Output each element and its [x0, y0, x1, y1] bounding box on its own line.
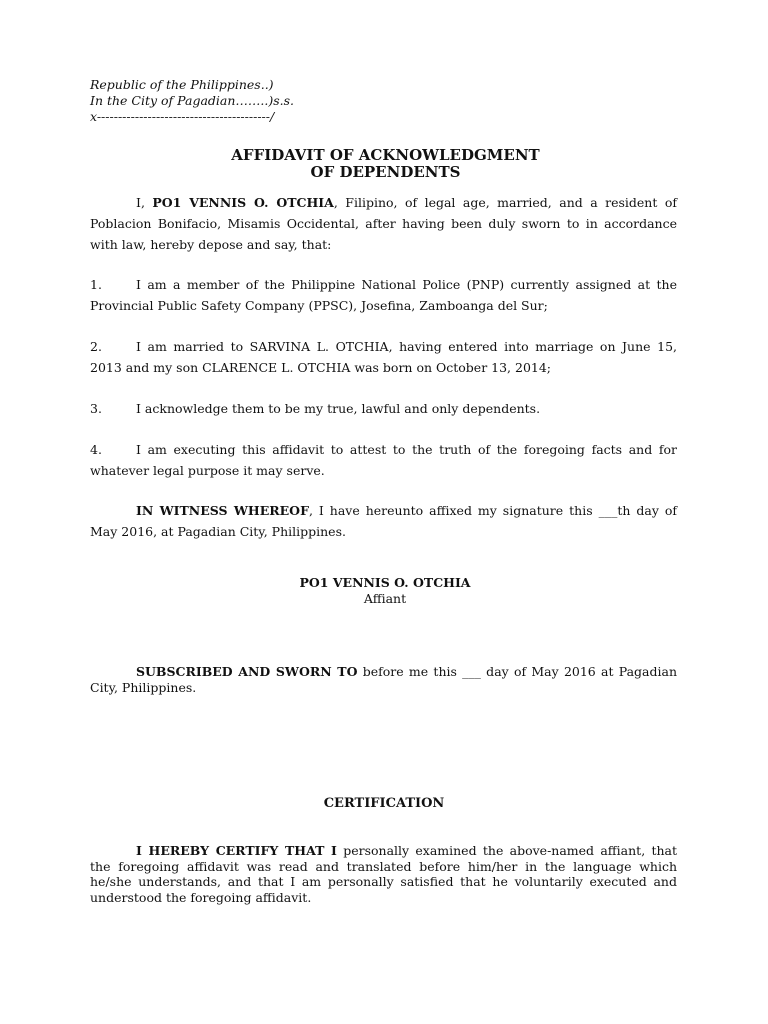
item-text: I acknowledge them to be my true, lawful and only dependents. [136, 401, 541, 416]
intro-pre: I, [136, 195, 153, 210]
certification-title: CERTIFICATION [323, 796, 445, 811]
document-title [0, 147, 768, 181]
item-paragraph-4 [90, 439, 677, 481]
title-line-2: OF DEPENDENTS [310, 163, 461, 181]
witness-text: , I have hereunto affixed my signature this ___th day of May 2016, at Pagadian City, Philippines. [90, 503, 678, 539]
witness-heading: IN WITNESS WHEREOF [136, 503, 309, 518]
signature-block [0, 575, 768, 607]
certification-heading: I HEREBY CERTIFY THAT I [136, 843, 337, 858]
item-number: 1. [90, 277, 102, 292]
item-paragraph-2 [90, 336, 677, 378]
venue-line-2: In the City of Pagadian……..)s.s. [90, 93, 295, 108]
item-paragraph-3 [90, 398, 677, 419]
certification-paragraph [90, 843, 677, 905]
venue-block [90, 77, 294, 125]
certification-text: personally examined the above-named affiant, that the foregoing affidavit was read and translated before him/her in the language which he/she understands, and that I am personally satisfied that he voluntarily executed and understood the foregoing affidavit. [90, 843, 677, 905]
item-text: I am married to SARVINA L. OTCHIA, having entered into marriage on June 15, 2013 and my son CLARENCE L. OTCHIA was born on October 13, 2014; [90, 339, 677, 375]
title-line-1: AFFIDAVIT OF ACKNOWLEDGMENT [231, 146, 540, 164]
signature-name: PO1 VENNIS O. OTCHIA [299, 575, 471, 590]
item-number: 2. [90, 339, 102, 354]
witness-paragraph [90, 500, 677, 542]
item-paragraph-1 [90, 274, 677, 316]
item-text: I am executing this affidavit to attest to the truth of the foregoing facts and for whatever legal purpose it may serve. [90, 442, 677, 478]
venue-line-3: x-----------------------------------------/ [90, 109, 275, 124]
intro-text: , Filipino, of legal age, married, and a resident of Poblacion Bonifacio, Misamis Occidental, after having been duly sworn to in accordance with law, hereby depose and say, that: [90, 195, 677, 252]
affiant-name: PO1 VENNIS O. OTCHIA [152, 195, 334, 210]
item-number: 4. [90, 442, 102, 457]
jurat-paragraph [90, 664, 677, 696]
jurat-heading: SUBSCRIBED AND SWORN TO [136, 664, 358, 679]
jurat-text: before me this ___ day of May 2016 at Pagadian City, Philippines. [90, 664, 678, 695]
signature-role: Affiant [363, 591, 407, 606]
item-text: I am a member of the Philippine National Police (PNP) currently assigned at the Provincial Public Safety Company (PPSC), Josefina, Zamboanga del Sur; [90, 277, 677, 313]
venue-line-1: Republic of the Philippines..) [90, 77, 274, 92]
item-number: 3. [90, 401, 102, 416]
intro-paragraph [90, 192, 677, 255]
